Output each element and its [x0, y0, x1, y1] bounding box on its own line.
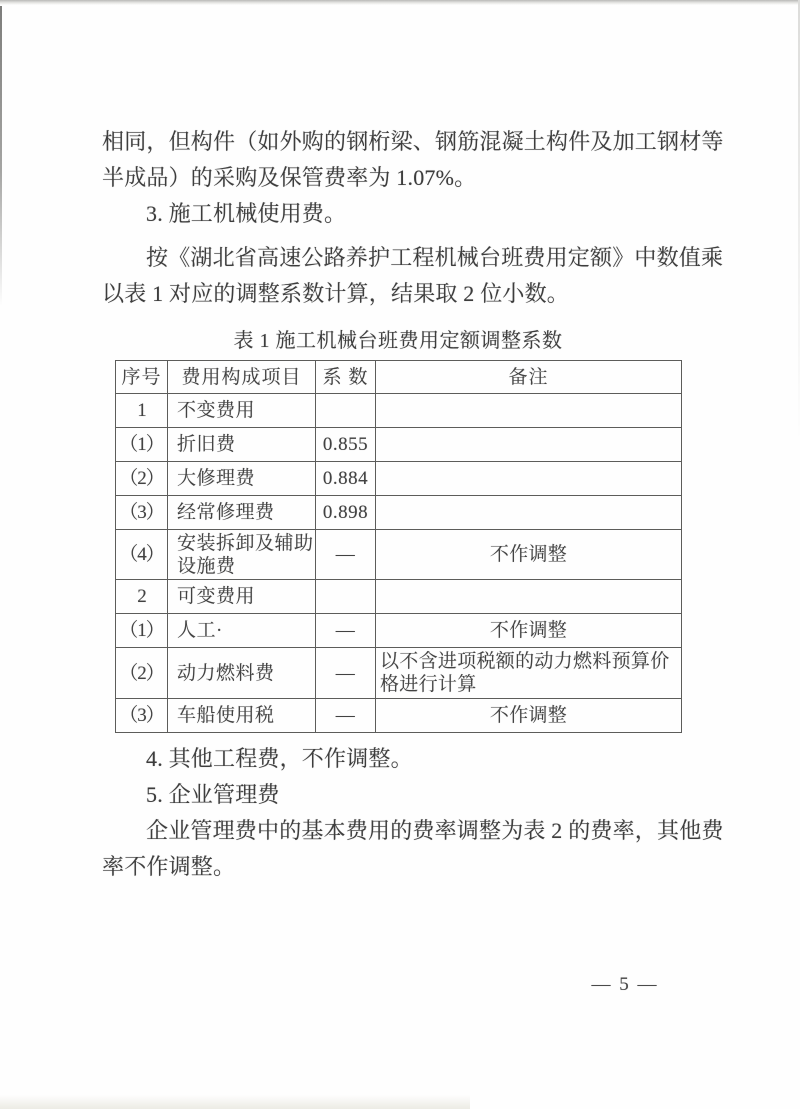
header-note: 备注 — [376, 361, 682, 394]
cell-coef: 0.855 — [316, 428, 376, 462]
cell-coef: 0.884 — [316, 462, 376, 496]
cell-item: 折旧费 — [168, 428, 316, 462]
cell-coef: — — [316, 648, 376, 699]
cell-note — [376, 580, 682, 614]
cell-item: 车船使用税 — [168, 699, 316, 733]
page-number: — 5 — — [591, 974, 659, 995]
cell-seq: 1 — [116, 394, 168, 428]
cell-note: 不作调整 — [376, 699, 682, 733]
paragraph-1-line-2: 半成品）的采购及保管费率为 1.07%。 — [102, 165, 477, 190]
paragraph-3-line-1: 按《湖北省高速公路养护工程机械台班费用定额》中数值乘 — [146, 245, 724, 270]
cell-item: 安装拆卸及辅助设施费 — [168, 530, 316, 580]
cell-seq: （1） — [116, 428, 168, 462]
paragraph-1-line-1: 相同，但构件（如外购的钢桁梁、钢筋混凝土构件及加工钢材等 — [102, 129, 724, 154]
header-seq: 序号 — [116, 361, 168, 394]
cell-item: 不变费用 — [168, 394, 316, 428]
table-row — [116, 648, 682, 699]
cell-note — [376, 496, 682, 530]
cell-note: 不作调整 — [376, 614, 682, 648]
cell-seq: （1） — [116, 614, 168, 648]
table-row — [116, 394, 682, 428]
cell-coef: — — [316, 530, 376, 580]
document-content — [102, 0, 724, 885]
cell-coef — [316, 394, 376, 428]
coefficient-table — [115, 360, 682, 733]
table-row — [116, 580, 682, 614]
cell-seq: （2） — [116, 648, 168, 699]
cell-item: 经常修理费 — [168, 496, 316, 530]
table-row — [116, 530, 682, 580]
table-header-row — [116, 361, 682, 394]
scan-bottom-edge — [0, 1095, 470, 1109]
header-coef: 系 数 — [316, 361, 376, 394]
scan-left-edge — [0, 6, 2, 306]
header-item: 费用构成项目 — [168, 361, 316, 394]
cell-note — [376, 428, 682, 462]
paragraph-6-line-2: 率不作调整。 — [102, 854, 236, 879]
table-row — [116, 428, 682, 462]
cell-coef — [316, 580, 376, 614]
item-3-heading: 3. 施工机械使用费。 — [146, 201, 347, 226]
cell-seq: （4） — [116, 530, 168, 580]
table-row — [116, 462, 682, 496]
cell-note — [376, 394, 682, 428]
cell-coef: — — [316, 614, 376, 648]
paragraph-3-line-2: 以表 1 对应的调整系数计算，结果取 2 位小数。 — [102, 281, 570, 306]
cell-seq: （2） — [116, 462, 168, 496]
cell-note: 不作调整 — [376, 530, 682, 580]
table-row — [116, 496, 682, 530]
item-4-heading: 4. 其他工程费，不作调整。 — [146, 746, 413, 771]
table-1-title: 表 1 施工机械台班费用定额调整系数 — [233, 330, 563, 352]
cell-seq: 2 — [116, 580, 168, 614]
cell-note: 以不含进项税额的动力燃料预算价格进行计算 — [376, 648, 682, 699]
table-row — [116, 699, 682, 733]
paragraph-6-line-1: 企业管理费中的基本费用的费率调整为表 2 的费率，其他费 — [146, 818, 724, 843]
cell-coef: 0.898 — [316, 496, 376, 530]
cell-note — [376, 462, 682, 496]
cell-seq: （3） — [116, 699, 168, 733]
cell-item: 大修理费 — [168, 462, 316, 496]
cell-item: 可变费用 — [168, 580, 316, 614]
item-5-heading: 5. 企业管理费 — [146, 782, 280, 807]
cell-coef: — — [316, 699, 376, 733]
cell-seq: （3） — [116, 496, 168, 530]
cell-item: 动力燃料费 — [168, 648, 316, 699]
cell-item: 人工· — [168, 614, 316, 648]
table-row — [116, 614, 682, 648]
